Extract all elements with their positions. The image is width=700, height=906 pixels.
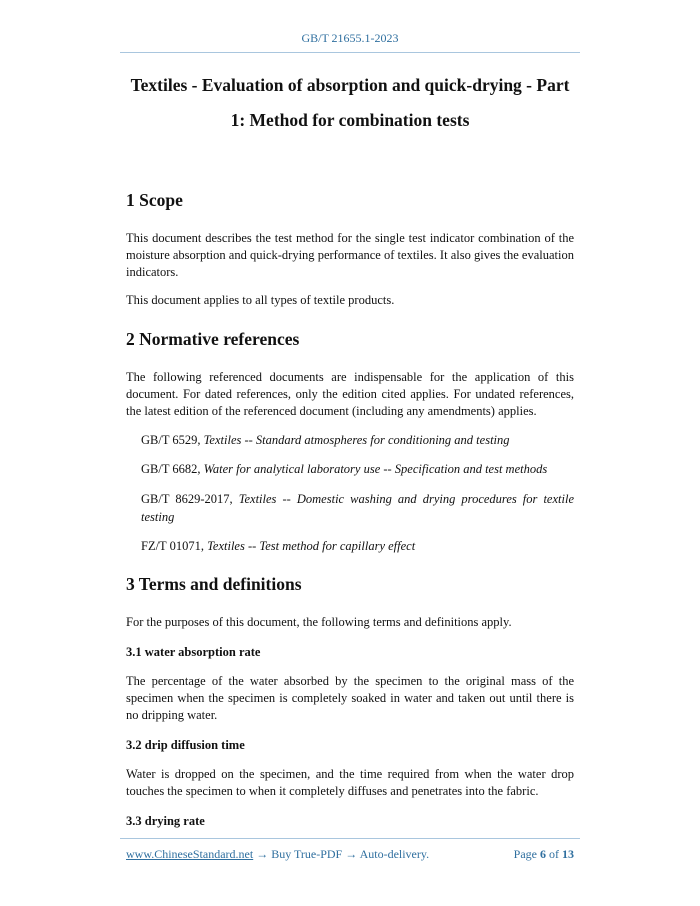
- reference-code: GB/T 6682,: [141, 462, 201, 476]
- term-definition-drip-diffusion-time: Water is dropped on the specimen, and the time required from when the water drop touches the specimen to when it completely diffuses and penetrates into the fabric.: [126, 767, 574, 798]
- reference-title: Textiles -- Domestic washing and drying procedures for textile testing: [141, 492, 574, 524]
- footer-tagline: → Buy True-PDF → Auto-delivery.: [253, 847, 430, 861]
- term-definition-water-absorption-rate: The percentage of the water absorbed by the specimen to the original mass of the specimen when the specimen is completely soaked in water and taken out until there is no dripping water.: [126, 674, 574, 722]
- reference-title: Textiles -- Standard atmospheres for conditioning and testing: [203, 433, 510, 447]
- term-heading-drying-rate: 3.3 drying rate: [126, 814, 205, 828]
- section-heading-scope: 1 Scope: [126, 190, 183, 210]
- normative-paragraph: The following referenced documents are indispensable for the application of this document. For dated references, only the edition cited applies. For undated references, the latest edition of the referenced document (including any amendments) applies.: [126, 370, 574, 418]
- footer-promo: [126, 847, 429, 862]
- reference-code: FZ/T 01071,: [141, 539, 204, 553]
- scope-paragraph-2: This document applies to all types of textile products.: [126, 293, 395, 307]
- reference-title: Water for analytical laboratory use -- Specification and test methods: [203, 462, 548, 476]
- page-current: 6: [540, 847, 546, 861]
- reference-item: [141, 460, 574, 478]
- scope-paragraph-1: This document describes the test method for the single test indicator combination of the moisture absorption and quick-drying performance of textiles. It also gives the evaluation indicators.: [126, 231, 574, 279]
- reference-item: [141, 431, 574, 449]
- document-title-line-2: 1: Method for combination tests: [230, 110, 470, 130]
- reference-title: Textiles -- Test method for capillary effect: [207, 539, 416, 553]
- section-heading-normative-references: 2 Normative references: [126, 329, 300, 349]
- terms-intro-paragraph: For the purposes of this document, the following terms and definitions apply.: [126, 615, 512, 629]
- page-of-label: of: [549, 847, 559, 861]
- document-title-line-1: Textiles - Evaluation of absorption and quick-drying - Part: [130, 75, 570, 95]
- header-divider: [120, 52, 580, 53]
- footer-divider: [120, 838, 580, 839]
- page-indicator: [514, 847, 574, 862]
- page-label: Page: [513, 847, 537, 861]
- term-heading-drip-diffusion-time: 3.2 drip diffusion time: [126, 738, 245, 752]
- term-heading-water-absorption-rate: 3.1 water absorption rate: [126, 645, 261, 659]
- reference-code: GB/T 6529,: [141, 433, 201, 447]
- page-total: 13: [562, 847, 574, 861]
- section-heading-terms: 3 Terms and definitions: [126, 574, 302, 594]
- running-header: GB/T 21655.1-2023: [301, 31, 399, 45]
- reference-code: GB/T 8629-2017,: [141, 492, 233, 506]
- reference-item: [141, 490, 574, 526]
- reference-item: [141, 537, 574, 555]
- website-link[interactable]: www.ChineseStandard.net: [126, 847, 254, 861]
